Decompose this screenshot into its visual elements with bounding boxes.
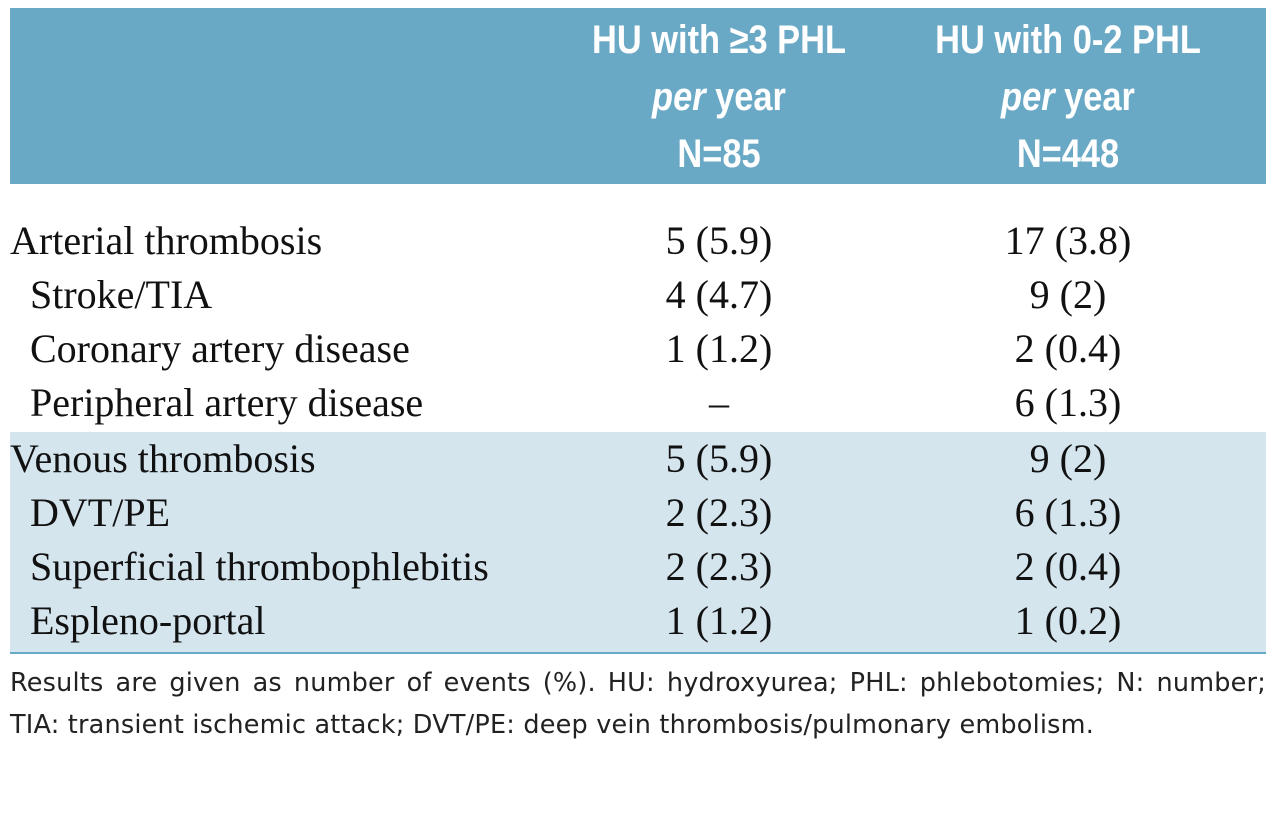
header-col1-line2: per year xyxy=(652,75,786,119)
table-header xyxy=(10,8,1266,184)
results-table xyxy=(10,8,1266,746)
table-row-venous-total xyxy=(10,432,1266,486)
row-value-low-phl: 17 (3.8) xyxy=(1004,218,1132,263)
row-value-high-phl: – xyxy=(709,380,729,425)
arterial-section xyxy=(10,184,1266,432)
row-value-low-phl: 2 (0.4) xyxy=(1014,544,1122,589)
header-col-low-phl xyxy=(870,8,1266,184)
header-col1-line1: HU with ≥3 PHL xyxy=(592,18,846,62)
row-value-low-phl: 6 (1.3) xyxy=(1014,490,1122,535)
row-value-high-phl: 5 (5.9) xyxy=(665,436,773,481)
table-footnote: Results are given as number of events (%). HU: hydroxyurea; PHL: phlebotomies; N: number; TIA: transient ischemic attack; DVT/PE: deep vein thrombosis/pulmonary embolism. xyxy=(10,668,1266,740)
row-label: Coronary artery disease xyxy=(30,326,410,371)
table-row xyxy=(10,268,1266,322)
header-col2-count: N=448 xyxy=(1016,132,1120,176)
header-col1-count: N=85 xyxy=(677,132,761,176)
table-row xyxy=(10,540,1266,594)
row-value-high-phl: 2 (2.3) xyxy=(665,544,773,589)
row-value-low-phl: 9 (2) xyxy=(1029,272,1107,317)
row-label: DVT/PE xyxy=(30,490,170,535)
header-col2-line1: HU with 0-2 PHL xyxy=(935,18,1201,62)
row-value-high-phl: 1 (1.2) xyxy=(665,598,773,643)
row-value-low-phl: 2 (0.4) xyxy=(1014,326,1122,371)
row-label: Stroke/TIA xyxy=(30,272,213,317)
table-row xyxy=(10,594,1266,648)
header-col-high-phl xyxy=(568,8,870,184)
row-value-low-phl: 1 (0.2) xyxy=(1014,598,1122,643)
row-value-high-phl: 2 (2.3) xyxy=(665,490,773,535)
row-value-high-phl: 4 (4.7) xyxy=(665,272,773,317)
row-value-high-phl: 1 (1.2) xyxy=(665,326,773,371)
venous-section xyxy=(10,432,1266,652)
row-label: Espleno-portal xyxy=(30,598,266,643)
table-row xyxy=(10,322,1266,376)
table-row xyxy=(10,486,1266,540)
header-col2-line2: per year xyxy=(1001,75,1135,119)
table-row-arterial-total xyxy=(10,214,1266,268)
row-label: Peripheral artery disease xyxy=(30,380,424,425)
row-label: Venous thrombosis xyxy=(10,436,316,481)
row-label: Superficial thrombophlebitis xyxy=(30,544,489,589)
row-value-low-phl: 9 (2) xyxy=(1029,436,1107,481)
row-value-high-phl: 5 (5.9) xyxy=(665,218,773,263)
row-label: Arterial thrombosis xyxy=(10,218,323,263)
table-row xyxy=(10,376,1266,430)
row-value-low-phl: 6 (1.3) xyxy=(1014,380,1122,425)
header-empty-cell xyxy=(10,8,568,184)
